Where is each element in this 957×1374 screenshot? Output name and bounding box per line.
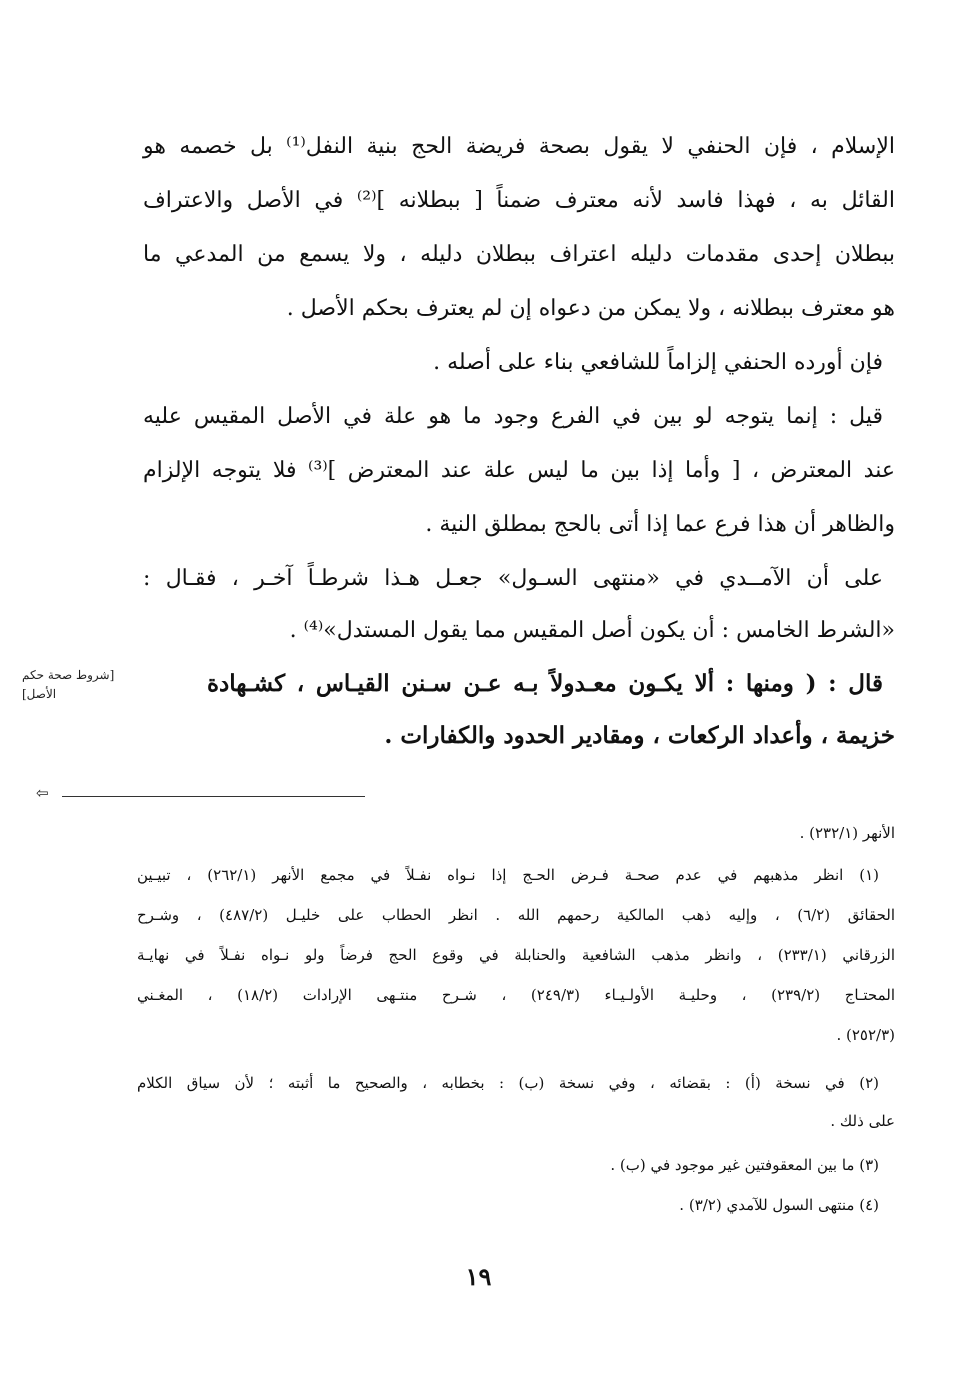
body-line-4: هو معترف ببطلانه ، ولا يمكن من دعواه إن لم يعترف بحكم الأصل . — [286, 296, 895, 321]
body-line-5: فإن أورده الحنفي إلزاماً للشافعي بناء على أصله . — [433, 350, 883, 375]
footnote-2-line-2: على ذلك . — [830, 1112, 895, 1130]
body-line-10: «الشرط الخامس : أن يكون أصل المقيس مما يقول المستدل»⁽⁴⁾ . — [289, 618, 895, 643]
body-line-1: الإسلام ، فإن الحنفي لا يقول بصحة فريضة الحج بنية النفل⁽¹⁾ بل خصمه هو — [143, 134, 895, 159]
body-line-3: ببطلان إحدى مقدمات دليله اعتراف ببطلان دليله ، ولا يسمع من المدعي ما — [143, 242, 895, 267]
body-line-2: القائل به ، فهذا فاسد لأنه معترف ضمناً [ ببطلانه ]⁽²⁾ في الأصل والاعتراف — [143, 188, 895, 213]
footnote-1-line-4: المحتـاج (٢٣٩/٢) ، وحليـة الأولـيـاء (٢٤٩/٣) ، شـرح منتـهى الإرادات (١٨/٢) ، المغـني — [137, 986, 895, 1004]
footnote-1-line-1: (١) انظر مذهبهم في عدم صحـة فـرض الحـج إذا نـواه نفـلاً في مجمع الأنهر (٢٦٢/١) ، تبيـين — [137, 866, 880, 884]
footnote-1-line-3: الزرقاني (٢٣٣/١) ، وانظر مذهب الشافعية والحنابلة في وقوع الحج فرضاً ولو نـواه نفـلاً في نهايـة — [137, 946, 896, 964]
body-line-6: قيل : إنما يتوجه لو بين في الفرع وجود ما هو علة في الأصل المقيس عليه — [143, 404, 883, 429]
quote-line-2: خزيمة ، وأعداد الركعات ، ومقادير الحدود والكفارات . — [384, 722, 895, 749]
footnote-4: (٤) منتهى السول للآمدي (٣/٢) . — [679, 1196, 879, 1214]
margin-note: [شروط صحة حكم الأصل] — [22, 668, 115, 702]
body-line-9: على أن الآمــدي في «منتهى السـول» جعـل هـذا شرطـاً آخـر ، فقـال : — [143, 566, 883, 591]
body-line-7: عند المعترض ، [ وأما إذا بين ما ليس علة عند المعترض ]⁽³⁾ فلا يتوجه الإلزام — [143, 458, 895, 483]
footnote-1-line-5: (٢٥٢/٣) . — [836, 1026, 895, 1044]
body-line-8: والظاهر أن هذا فرع عما إذا أتى بالحج بمطلق النية . — [425, 512, 895, 537]
continuation-arrow-icon: ⇦ — [36, 784, 49, 802]
footnote-3: (٣) ما بين المعقوفتين غير موجود في (ب) . — [610, 1156, 879, 1174]
page-number: ١٩ — [465, 1262, 492, 1291]
quote-line-1: قال : ( ومنها : ألا يكـون معـدولاً بـه عـن سـنن القيـاس ، كشـهادة — [207, 670, 883, 697]
footnote-2-line-1: (٢) في نسخة (أ) : بقضائه ، وفي نسخة (ب) : بخطابه ، والصحيح ما أثبته ؛ لأن سياق الكلام — [137, 1074, 879, 1092]
footnote-continued-line: الأنهر (٢٣٢/١) . — [799, 824, 895, 842]
footnote-1-line-2: الحقائق (٦/٢) ، وإليه ذهب المالكية رحمهم الله . انظر الحطاب على خليـل (٤٨٧/٢) ، وشـرح — [137, 906, 895, 924]
footnote-separator — [62, 796, 365, 797]
